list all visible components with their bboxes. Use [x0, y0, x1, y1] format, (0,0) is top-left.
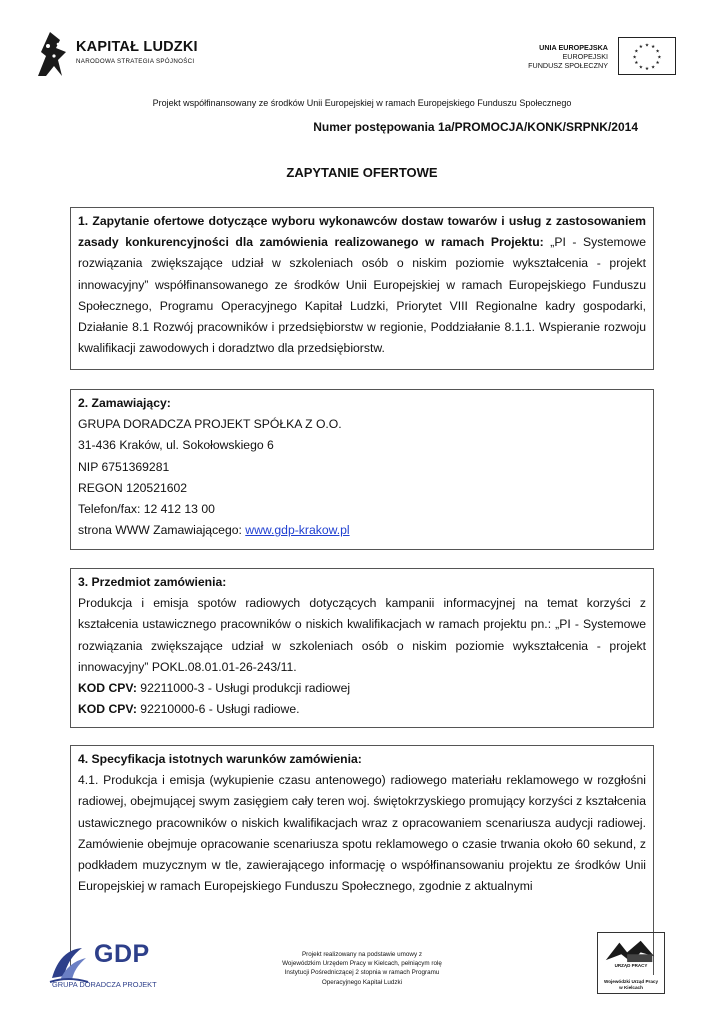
section-4-body: 4.1. Produkcja i emisja (wykupienie czasu antenowego) radiowego materiału reklamowego w rozgłośni radiowej, obejmującej swym zasięgiem cały teren woj. świętokrzyskiego promujący korzyści z kształcenia ustawicznego pracowników o niskich kwalifikacjach wraz z opracowaniem scenariusza audycji radiowej. Zamówienie obejmuje opracowanie scenariusza spotu reklamowego o czasie trwania około 60 sekund, z podkładem muzycznym w tle, zawierającego informację o współfinansowaniu projektu ze środków Unii Europejskiej w ramach Europejskiego Funduszu Społecznego, zgodnie z aktualnymi	[78, 773, 646, 894]
svg-text:★: ★	[651, 45, 656, 51]
kapital-ludzki-logo-icon	[34, 26, 74, 78]
eu-line-2: EUROPEJSKI	[562, 52, 608, 61]
company-address: 31-436 Kraków, ul. Sokołowskiego 6	[78, 438, 274, 453]
gdp-subtitle: GRUPA DORADCZA PROJEKT	[52, 980, 157, 989]
footer-note-line-1: Projekt realizowany na podstawie umowy z	[301, 951, 423, 958]
cofinance-note: Projekt współfinansowany ze środków Unii Europejskiej w ramach Europejskiego Funduszu Społecznego	[152, 98, 572, 108]
kapital-ludzki-subtitle: NARODOWA STRATEGIA SPÓJNOŚCI	[76, 58, 195, 65]
section-4-box	[70, 745, 654, 975]
section-4-heading: 4. Specyfikacja istotnych warunków zamówienia:	[78, 752, 362, 766]
svg-text:★: ★	[632, 55, 637, 61]
svg-text:★: ★	[644, 43, 650, 49]
www-link[interactable]: www.gdp-krakow.pl	[245, 523, 350, 538]
company-phone: Telefon/fax: 12 412 13 00	[78, 502, 215, 517]
cpv-code-2	[78, 699, 646, 720]
svg-text:★: ★	[634, 61, 639, 67]
section-2-heading: 2. Zamawiający:	[78, 396, 171, 410]
svg-text:★: ★	[638, 45, 643, 51]
section-1-box	[70, 207, 654, 370]
urzad-pracy-caption	[592, 979, 670, 991]
cpv-code-1	[78, 678, 646, 699]
section-3-heading: 3. Przedmiot zamówienia:	[78, 575, 227, 589]
svg-text:★: ★	[655, 49, 660, 55]
svg-text:★: ★	[655, 61, 660, 67]
cpv-2-label: KOD CPV:	[78, 702, 137, 717]
svg-text:★: ★	[638, 65, 643, 71]
gdp-name: GDP	[94, 940, 150, 968]
section-3-box	[70, 568, 654, 728]
procedure-number: Numer postępowania 1a/PROMOCJA/KONK/SRPNK/2014	[313, 120, 638, 134]
cpv-1-value: 92211000-3 - Usługi produkcji radiowej	[136, 681, 351, 696]
eu-line-1: UNIA EUROPEJSKA	[539, 43, 608, 52]
section-3-body: Produkcja i emisja spotów radiowych dotyczących kampanii informacyjnej na temat korzyści z kształcenia ustawicznego pracowników o niskich kwalifikacjach w ramach projektu pn.: „PI - Systemowe rozwiązania zwiększające udział w szkoleniach osób o niskim poziomie wykształcenia - projekt innowacyjny” POKL.08.01.01-26-243/11.	[78, 596, 646, 674]
section-1-body: „PI - Systemowe rozwiązania zwiększające udział w szkoleniach osób o niskim poziomie wykształcenia - projekt innowacyjny” współfinansowanego ze środków Unii Europejskiej w ramach Europejskiego Funduszu Społecznego, Programu Operacyjnego Kapitał Ludzki, Priorytet VIII Regionalne kadry gospodarki, Działanie 8.1 Rozwój pracowników i przedsiębiorstw w regionie, Poddziałanie 8.1.1. Wspieranie rozwoju kwalifikacji zawodowych i doradztwo dla przedsiębiorstw.	[78, 235, 647, 356]
company-name: GRUPA DORADCZA PROJEKT SPÓŁKA Z O.O.	[78, 417, 342, 432]
urzad-pracy-caption-line-2: w Kielcach	[619, 985, 643, 990]
cpv-2-value: 92210000-6 - Usługi radiowe.	[136, 702, 300, 717]
eu-flag-icon	[618, 37, 676, 75]
page-title: ZAPYTANIE OFERTOWE	[286, 165, 438, 180]
svg-text:★: ★	[644, 67, 650, 73]
cpv-1-label: KOD CPV:	[78, 681, 137, 696]
svg-text:★: ★	[634, 49, 639, 55]
www-label: strona WWW Zamawiającego:	[78, 523, 246, 538]
section-1-heading: 1. Zapytanie ofertowe dotyczące wyboru wykonawców dostaw towarów i usług z zastosowaniem zasady konkurencyjności dla zamówienia realizowanego w ramach Projektu:	[78, 214, 646, 250]
section-2-box	[70, 389, 654, 550]
company-www	[78, 520, 646, 541]
kapital-ludzki-title: KAPITAŁ LUDZKI	[76, 39, 198, 55]
company-nip: NIP 6751369281	[78, 459, 170, 474]
eu-label	[528, 43, 608, 70]
svg-text:★: ★	[651, 65, 656, 71]
footer-note-line-2: Wojewódzkim Urzędem Pracy w Kielcach, pełniącym rolę	[282, 960, 442, 968]
footer-note-line-3: Instytucji Pośredniczącej 2 stopnia w ramach Programu	[284, 969, 440, 977]
footer-note-line-4: Operacyjnego Kapitał Ludzki	[321, 978, 403, 986]
eu-line-3: FUNDUSZ SPOŁECZNY	[528, 61, 608, 70]
urzad-pracy-label: URZĄD PRACY	[614, 963, 648, 968]
svg-text:★: ★	[657, 55, 662, 61]
section-1-text	[78, 211, 646, 359]
company-regon: REGON 120521602	[78, 480, 188, 495]
footer-note	[262, 950, 462, 987]
urzad-pracy-caption-line-1: Wojewódzki Urząd Pracy	[603, 979, 659, 984]
